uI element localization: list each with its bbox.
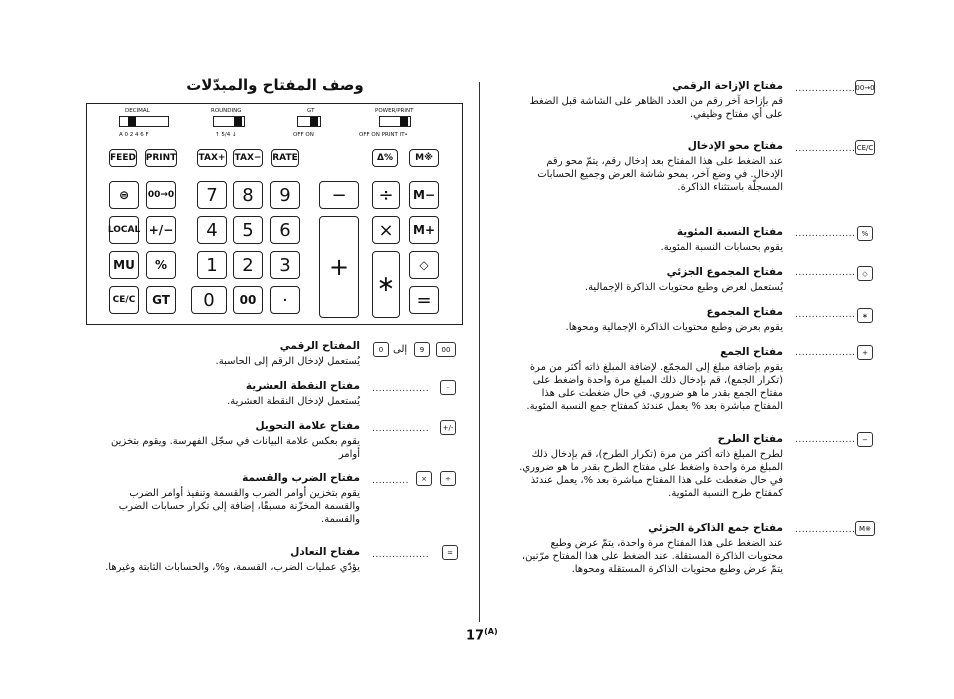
memory-minus-key[interactable]: M− bbox=[409, 181, 439, 209]
decimal-point-icon: · bbox=[440, 380, 456, 395]
seven-key[interactable]: 7 bbox=[197, 181, 227, 209]
leader-dots: .................. bbox=[795, 229, 856, 239]
percent-description bbox=[515, 226, 783, 254]
total-description bbox=[515, 306, 783, 334]
power-switch-ticks: OFF ON PRINT IT• bbox=[359, 132, 408, 138]
leader-dots: ................. bbox=[372, 384, 430, 394]
times-icon: × bbox=[416, 471, 432, 486]
item-desc: عند الضغط على هذا المفتاح مرة واحدة، يتمّ عرض وطبع محتويات الذاكرة المستقلة. عند الضغط على هذا المفتاح مرّتين، يتمّ عرض وطبع محتويات الذاكرة المستقلة ومحوها. bbox=[521, 538, 783, 575]
gt-switch bbox=[297, 116, 321, 127]
eight-key[interactable]: 8 bbox=[233, 181, 263, 209]
clear-entry-description bbox=[515, 140, 783, 194]
power-switch-label: POWER/PRINT bbox=[375, 108, 414, 114]
item-title: مفتاح الجمع bbox=[720, 346, 783, 358]
plus-minus-key[interactable]: +/− bbox=[146, 216, 176, 244]
leader-dots: ................. bbox=[372, 424, 430, 434]
item-desc: عند الضغط على هذا المفتاح بعد إدخال رقم، يتمّ محو رقم الإدخال. في وضع آخر، يمحو شاشة العرض وجميع الحسابات المسجلّة باستثناء الذاكرة. bbox=[537, 156, 783, 193]
subtraction-description bbox=[515, 433, 783, 500]
nine-icon: 9 bbox=[414, 342, 430, 357]
item-desc: يُستعمل لإدخال النقطة العشرية. bbox=[227, 396, 360, 407]
section-heading: وصف المفتاح والمبدّلات bbox=[186, 76, 364, 94]
decimal-key-description bbox=[100, 380, 360, 408]
equals-key[interactable]: = bbox=[409, 286, 439, 314]
tax-minus-key[interactable]: TAX− bbox=[233, 149, 263, 167]
memory-plus-key[interactable]: M+ bbox=[409, 216, 439, 244]
item-desc: يقوم بعرض وطبع محتويات الذاكرة الإجمالية ومحوها. bbox=[565, 322, 783, 333]
rate-key[interactable]: RATE bbox=[271, 149, 299, 167]
subtotal-description bbox=[515, 266, 783, 294]
leader-dots: .................. bbox=[795, 144, 856, 154]
three-key[interactable]: 3 bbox=[270, 251, 300, 279]
leader-dots: .................. bbox=[795, 84, 856, 94]
sign-key-description bbox=[100, 420, 360, 461]
item-desc: يؤدّي عمليات الضرب، القسمة، و%، والحسابات الثابتة وغيرها. bbox=[105, 562, 360, 573]
item-title: مفتاح التعادل bbox=[290, 546, 360, 558]
divide-key[interactable]: ÷ bbox=[372, 181, 400, 209]
column-divider bbox=[479, 82, 480, 622]
decimal-switch-label: DECIMAL bbox=[125, 108, 150, 114]
item-title: مفتاح الإزاحة الرقمي bbox=[672, 80, 783, 92]
mu-key[interactable]: MU bbox=[109, 251, 139, 279]
multiply-divide-description bbox=[100, 472, 360, 526]
total-icon: ∗ bbox=[857, 308, 873, 323]
item-desc: لطرح المبلغ ذاته أكثر من مرة (تكرار الطرح)، قم بإدخال ذلك المبلغ مرة واحدة واضغط على مفتاح الطرح بقدر ما هو ضروري. في حال ضغطت على هذا المفتاح مباشرة بعد %، يعمل عندئذ كمفتاح طرح النسبة المئوية. bbox=[519, 449, 783, 499]
leader-dots: ........... bbox=[372, 476, 409, 486]
minus-icon: − bbox=[857, 432, 873, 447]
memory-subtotal-description bbox=[515, 522, 783, 576]
six-key[interactable]: 6 bbox=[270, 216, 300, 244]
subtotal-icon: ◇ bbox=[857, 266, 873, 281]
leader-dots: .................. bbox=[795, 435, 856, 445]
leader-dots: .................. bbox=[795, 268, 856, 278]
four-key[interactable]: 4 bbox=[197, 216, 227, 244]
plus-icon: + bbox=[857, 345, 873, 360]
item-title: مفتاح جمع الذاكرة الجزئي bbox=[648, 522, 783, 534]
gt-switch-label: GT bbox=[307, 108, 315, 114]
memory-subtotal-icon: M※ bbox=[855, 521, 875, 536]
times-key[interactable]: × bbox=[372, 216, 400, 244]
item-desc: يقوم بإضافة مبلغ إلى المجمّع. لإضافة المبلغ ذاته أكثر من مرة (تكرار الجمع)، قم بإدخال ذلك المبلغ مرة واحدة واضغط على مفتاح الجمع بقدر ما هو ضروري. في حال ضغطت على هذا المفتاح مباشرة بعد % يعمل عندئذ كمفتاح جمع النسبة المئوية. bbox=[526, 362, 783, 412]
power-switch bbox=[379, 116, 411, 127]
decimal-point-key[interactable]: · bbox=[270, 286, 300, 314]
item-desc: يُستعمل لإدخال الرقم إلى الحاسبة. bbox=[215, 356, 360, 367]
decimal-switch bbox=[119, 116, 169, 127]
rounding-switch-ticks: ↑ 5/4 ↓ bbox=[215, 132, 237, 138]
leader-dots: ................. bbox=[372, 550, 430, 560]
item-desc: قم بإزاحة آخر رقم من العدد الظاهر على الشاشة قبل الضغط على أي مفتاح وظيفي. bbox=[529, 96, 783, 120]
rounding-switch bbox=[213, 116, 245, 127]
gt-switch-ticks: OFF ON bbox=[293, 132, 314, 138]
subtotal-diamond-key[interactable]: ◇ bbox=[409, 251, 439, 279]
feed-key[interactable]: FEED bbox=[109, 149, 137, 167]
item-title: مفتاح المجموع الجزئي bbox=[666, 266, 783, 278]
item-desc: يقوم بعكس علامة البيانات في سجّل الفهرسة. ويقوم بتخزين أوامر bbox=[111, 436, 360, 460]
ce-c-key[interactable]: CE/C bbox=[109, 286, 139, 314]
minus-key[interactable]: − bbox=[319, 181, 359, 209]
clear-entry-icon: CE/C bbox=[855, 140, 875, 155]
leader-dots: .................. bbox=[795, 525, 856, 535]
equals-icon: = bbox=[442, 545, 458, 560]
calculator-diagram bbox=[86, 103, 463, 325]
decimal-switch-ticks: A 0 2 4 6 F bbox=[119, 132, 149, 138]
memory-total-key[interactable]: M※ bbox=[409, 149, 439, 167]
divide-icon: ÷ bbox=[440, 471, 456, 486]
double-zero-icon: 00 bbox=[436, 342, 456, 357]
double-zero-shift-key[interactable]: 00→0 bbox=[146, 181, 176, 209]
item-title: المفتاح الرقمي bbox=[279, 340, 360, 352]
digit-shift-icon: 00→0 bbox=[855, 80, 875, 95]
item-title: مفتاح النسبة المئوية bbox=[676, 226, 783, 238]
item-desc: يقوم بتخزين أوامر الضرب والقسمة وتنفيذ أوامر الضرب والقسمة المخزّنة مسبقًا، إضافة إلى تكرار حسابات الضرب والقسمة. bbox=[118, 488, 360, 525]
to-label: إلى bbox=[393, 344, 408, 355]
plus-key[interactable]: + bbox=[319, 216, 359, 318]
page-number bbox=[466, 627, 498, 643]
item-title: مفتاح علامة التحويل bbox=[255, 420, 360, 432]
zero-icon: 0 bbox=[373, 342, 389, 357]
addition-description bbox=[515, 346, 783, 413]
one-key[interactable]: 1 bbox=[197, 251, 227, 279]
leader-dots: .................. bbox=[795, 348, 856, 358]
gt-key[interactable]: GT bbox=[146, 286, 176, 314]
rounding-switch-label: ROUNDING bbox=[211, 108, 242, 114]
item-title: مفتاح الضرب والقسمة bbox=[242, 472, 360, 484]
percent-key[interactable]: % bbox=[146, 251, 176, 279]
coin-key[interactable]: ⊜ bbox=[109, 181, 139, 209]
plus-minus-icon: +/- bbox=[440, 420, 456, 435]
item-title: مفتاح النقطة العشرية bbox=[245, 380, 360, 392]
percent-icon: % bbox=[857, 226, 873, 241]
five-key[interactable]: 5 bbox=[233, 216, 263, 244]
item-title: مفتاح الطرح bbox=[717, 433, 783, 445]
item-desc: يقوم بحسابات النسبة المئوية. bbox=[660, 242, 783, 253]
numeric-key-description bbox=[100, 340, 360, 368]
equals-key-description bbox=[84, 546, 360, 574]
page-number-suffix: (A) bbox=[484, 627, 498, 636]
zero-key[interactable]: 0 bbox=[191, 286, 227, 314]
delta-percent-key[interactable]: Δ% bbox=[372, 149, 398, 167]
item-desc: يُستعمل لعرض وطبع محتويات الذاكرة الإجمالية. bbox=[584, 282, 783, 293]
total-star-key[interactable]: ∗ bbox=[372, 251, 400, 318]
tax-plus-key[interactable]: TAX+ bbox=[197, 149, 227, 167]
nine-key[interactable]: 9 bbox=[270, 181, 300, 209]
local-key[interactable]: LOCAL bbox=[109, 216, 139, 244]
two-key[interactable]: 2 bbox=[233, 251, 263, 279]
item-title: مفتاح المجموع bbox=[706, 306, 783, 318]
double-zero-key[interactable]: 00 bbox=[233, 286, 263, 314]
print-key[interactable]: PRINT bbox=[145, 149, 177, 167]
digit-shift-description bbox=[515, 80, 783, 121]
leader-dots: .................. bbox=[795, 310, 856, 320]
page-number-value: 17 bbox=[466, 628, 485, 644]
item-title: مفتاح محو الإدخال bbox=[687, 140, 783, 152]
